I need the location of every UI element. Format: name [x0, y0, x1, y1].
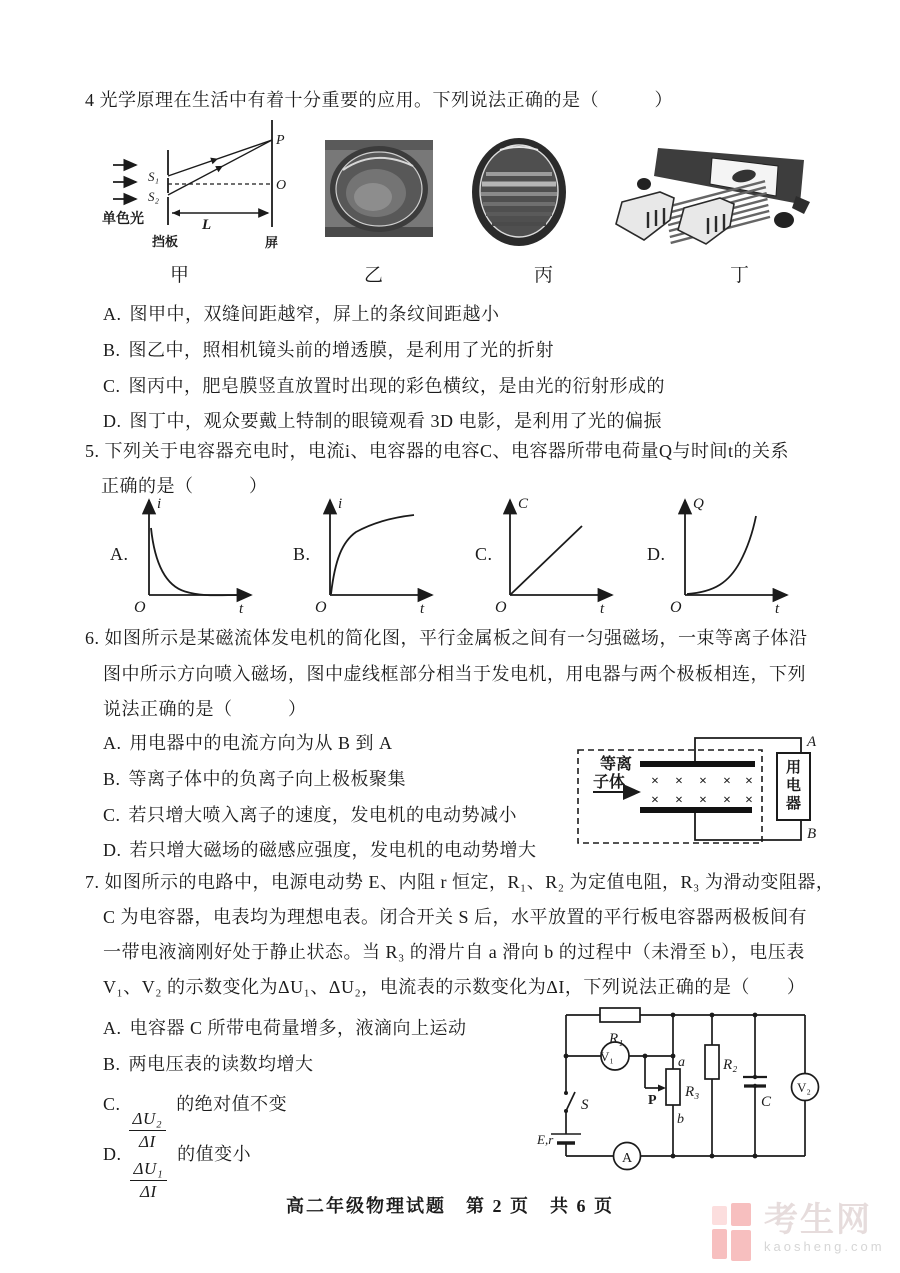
ray-1 — [168, 140, 272, 176]
resistor-r1 — [600, 1008, 640, 1022]
q5-graph-b-label: B. — [293, 544, 311, 564]
q5-graph-c-label: C. — [475, 544, 493, 564]
page-footer: 高二年级物理试题 第 2 页 共 6 页 — [286, 1196, 614, 1216]
curve — [331, 515, 414, 594]
fraction: $\frac{\text{ΔU₁}}{\Delta I}$ — [130, 1159, 168, 1201]
y-axis-label: i — [157, 496, 162, 512]
upper-plate — [640, 761, 755, 767]
q4-option-c: C. 图丙中，肥皂膜竖直放置时出现的彩色横纹，是由光的衍射形成的 — [103, 376, 666, 396]
q4-option-b: B. 图乙中，照相机镜头前的增透膜，是利用了光的折射 — [103, 340, 555, 360]
svg-text:×: × — [723, 793, 731, 808]
switch-blade — [566, 1092, 575, 1111]
screen-label: 屏 — [265, 235, 279, 250]
load-char-3: 器 — [786, 796, 802, 812]
q4-option-d: D. 图丁中，观众要戴上特制的眼镜观看 3D 电影，是利用了光的偏振 — [103, 411, 662, 431]
plasma-label-line2: 子体 — [593, 774, 626, 791]
switch-label: S — [581, 1097, 589, 1113]
terminal-b-label: B — [807, 826, 817, 842]
v2-label: V₂ — [797, 1080, 811, 1095]
q7-option-a: A. 电容器 C 所带电荷量增多，液滴向上运动 — [103, 1018, 467, 1038]
slit1-label: S₁ — [148, 169, 160, 184]
svg-text:×: × — [699, 774, 707, 789]
q5-graph-d-label: D. — [647, 544, 666, 564]
q6-option-b: B. 等离子体中的负离子向上极板聚集 — [103, 769, 407, 789]
slit2-label: S₂ — [148, 189, 160, 204]
figure-label-jia: 甲 — [170, 265, 190, 286]
origin-label: O — [495, 599, 507, 616]
q7-stem-line1: 7. 如图所示的电路中，电源电动势 E、内阻 r 恒定，R₁、R₂ 为定值电阻，R₃ 为滑动变阻器， — [85, 872, 835, 892]
q4-stem: 4 光学原理在生活中有着十分重要的应用。下列说法正确的是（ ） — [85, 90, 673, 110]
svg-text:×: × — [699, 793, 707, 808]
q7-option-d: D. $\frac{\text{ΔU₁}}{\Delta I}$ 的值变小 — [103, 1144, 252, 1201]
q7-stem-line3: 一带电液滴刚好处于静止状态。当 R₃ 的滑片自 a 滑向 b 的过程中（未滑至 b），电压表 — [103, 942, 805, 962]
q5-number: 5. — [85, 441, 100, 461]
curve — [151, 528, 247, 595]
q7-option-b: B. 两电压表的读数均增大 — [103, 1054, 314, 1074]
q6-option-a: A. 用电器中的电流方向为从 B 到 A — [103, 733, 393, 753]
svg-text:×: × — [745, 774, 753, 789]
ammeter-label: A — [622, 1151, 633, 1166]
q7-option-c: C. $\frac{\text{ΔU₂}}{\Delta I}$ 的绝对值不变 — [103, 1094, 288, 1151]
q6-stem-line3: 说法正确的是（ ） — [103, 699, 307, 719]
watermark-site-name: 考生网 — [764, 1202, 872, 1239]
kaosheng-logo-icon — [712, 1203, 754, 1261]
curve — [510, 526, 582, 595]
watermark — [712, 1203, 885, 1261]
field-cross-grid — [651, 774, 753, 808]
baffle-label: 挡板 — [152, 234, 179, 249]
svg-text:×: × — [675, 793, 683, 808]
q7-stem-line2: C 为电容器，电表均为理想电表。闭合开关 S 后，水平放置的平行板电容器两极板间有 — [103, 907, 808, 927]
origin-label: O — [315, 599, 327, 616]
svg-text:×: × — [651, 774, 659, 789]
y-axis-label: C — [518, 496, 529, 512]
mhd-generator-diagram — [573, 728, 823, 850]
rheostat-r3 — [666, 1069, 680, 1105]
x-axis-label: t — [420, 601, 425, 616]
light-label: 单色光 — [102, 212, 144, 227]
capacitor-label: C — [761, 1094, 772, 1110]
v1-label: V₁ — [600, 1049, 614, 1064]
load-char-1: 用 — [786, 760, 802, 776]
graph-d-charge-growth — [663, 488, 795, 616]
y-axis-label: i — [338, 496, 343, 512]
cinema-3d-photo — [608, 140, 813, 247]
figure-label-ding: 丁 — [730, 265, 750, 286]
double-slit-diagram — [90, 112, 295, 254]
q6-stem-line1: 6. 如图所示是某磁流体发电机的简化图，平行金属板之间有一匀强磁场，一束等离子体沿 — [85, 628, 808, 648]
q5-stem-line2: 正确的是（ ） — [101, 476, 268, 496]
svg-text:×: × — [745, 793, 753, 808]
x-axis-label: t — [775, 601, 780, 616]
graph-a-current-decay — [127, 488, 259, 616]
q4-option-a: A. 图甲中，双缝间距越窄，屏上的条纹间距越小 — [103, 304, 500, 324]
resistor-r2 — [705, 1045, 719, 1079]
watermark-site-url: kaosheng.com — [764, 1238, 885, 1254]
svg-text:×: × — [675, 774, 683, 789]
point-o-label: O — [276, 178, 287, 193]
slider-label: P — [648, 1093, 657, 1108]
svg-text:×: × — [723, 774, 731, 789]
battery-label: E,r — [537, 1132, 554, 1147]
r2-label: R₂ — [723, 1057, 738, 1073]
curve — [687, 516, 756, 594]
end-a-label: a — [678, 1055, 685, 1070]
svg-text:×: × — [651, 793, 659, 808]
q6-number: 6. — [85, 628, 100, 648]
q4-number: 4 — [85, 90, 95, 110]
x-axis-label: t — [600, 601, 605, 616]
x-axis-label: t — [239, 601, 244, 616]
end-b-label: b — [677, 1112, 684, 1127]
q7-stem-line4: V₁、V₂ 的示数变化为ΔU₁、ΔU₂，电流表的示数变化为ΔI，下列说法正确的是（ ） — [103, 977, 806, 997]
q6-option-d: D. 若只增大磁场的磁感应强度，发电机的电动势增大 — [103, 840, 537, 860]
slider-arrowhead — [658, 1085, 666, 1092]
fraction: $\frac{\text{ΔU₂}}{\Delta I}$ — [129, 1109, 167, 1151]
figure-label-bing: 丙 — [534, 265, 554, 286]
r3-label: R₃ — [685, 1084, 700, 1100]
q6-option-c: C. 若只增大喷入离子的速度，发电机的电动势减小 — [103, 805, 518, 825]
q7-number: 7. — [85, 872, 100, 892]
junction-dots — [564, 1013, 758, 1159]
load-char-2: 电 — [786, 778, 802, 794]
q5-stem-line1: 5. 下列关于电容器充电时，电流i、电容器的电容C、电容器所带电荷量Q与时间t的关系 — [85, 441, 790, 461]
origin-label: O — [134, 599, 146, 616]
y-axis-label: Q — [693, 496, 704, 512]
circuit-diagram — [535, 1003, 880, 1181]
q5-graph-a-label: A. — [110, 544, 129, 564]
soap-film-photo — [470, 136, 568, 248]
r1-label: R₁ — [609, 1031, 624, 1047]
q6-stem-line2: 图中所示方向喷入磁场，图中虚线框部分相当于发电机，用电器与两个极板相连，下列 — [103, 664, 806, 684]
figure-label-yi: 乙 — [364, 265, 384, 286]
plasma-label-line1: 等离 — [600, 756, 633, 773]
terminal-a-label: A — [807, 734, 817, 750]
distance-label: L — [202, 217, 212, 233]
point-p-label: P — [276, 133, 285, 148]
camera-lens-photo — [325, 140, 433, 237]
graph-b-current-rise — [308, 488, 440, 616]
origin-label: O — [670, 599, 682, 616]
graph-c-capacitance-linear — [488, 488, 620, 616]
